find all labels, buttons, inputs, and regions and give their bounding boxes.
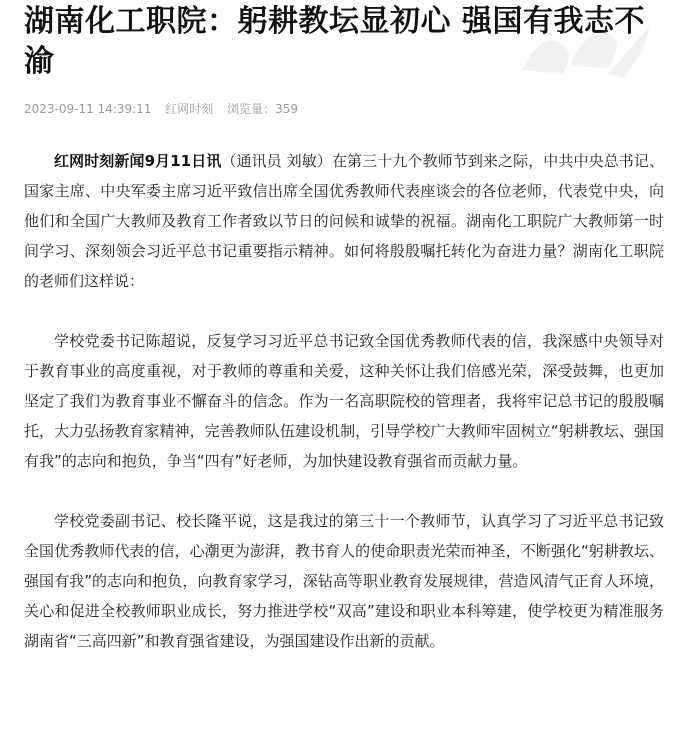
article-body <box>24 146 664 686</box>
views-count: 359 <box>275 102 299 116</box>
paragraph-2: 学校党委书记陈超说，反复学习习近平总书记致全国优秀教师代表的信，我深感中央领导对于教育事业的高度重视，对于教师的尊重和关爱，这种关怀让我们倍感光荣，深受鼓舞，也更加坚定了我们为教育事业不懈奋斗的信念。作为一名高职院校的管理者，我将牢记总书记的殷殷嘱托，大力弘扬教育家精神，完善教师队伍建设机制，引导学校广大教师牢固树立“躬耕教坛、强国有我”的志向和抱负，争当“四有”好老师，为加快建设教育强省而贡献力量。 <box>24 332 664 470</box>
source-link[interactable]: 红网时刻 <box>165 102 214 116</box>
publish-date: 2023-09-11 14:39:11 <box>24 102 152 116</box>
article-title: 湖南化工职院：躬耕教坛显初心 强国有我志不渝 <box>24 4 645 79</box>
paragraph-1 <box>24 146 664 296</box>
dateline: 红网时刻新闻9月11日讯 <box>54 152 222 170</box>
article-meta <box>24 100 308 118</box>
paragraph-3: 学校党委副书记、校长隆平说，这是我过的第三十一个教师节，认真学习了习近平总书记致全国优秀教师代表的信，心潮更为澎湃，教书育人的使命职责光荣而神圣，不断强化“躬耕教坛、强国有我”的志向和抱负，向教育家学习，深钻高等职业教育发展规律，营造风清气正育人环境，关心和促进全校教师职业成长，努力推进学校“双高”建设和职业本科筹建，使学校更为精准服务湖南省“三高四新”和教育强省建设，为强国建设作出新的贡献。 <box>24 512 664 650</box>
paragraph-1-text: （通讯员 刘敏）在第三十九个教师节到来之际，中共中央总书记、国家主席、中央军委主席习近平致信出席全国优秀教师代表座谈会的各位老师，代表党中央，向他们和全国广大教师及教育工作者致以节日的问候和诚挚的祝福。湖南化工职院广大教师第一时间学习、深刻领会习近平总书记重要指示精神。如何将殷殷嘱托转化为奋进力量？湖南化工职院的老师们这样说： <box>24 152 664 290</box>
views-label: 浏览量： <box>227 102 276 116</box>
